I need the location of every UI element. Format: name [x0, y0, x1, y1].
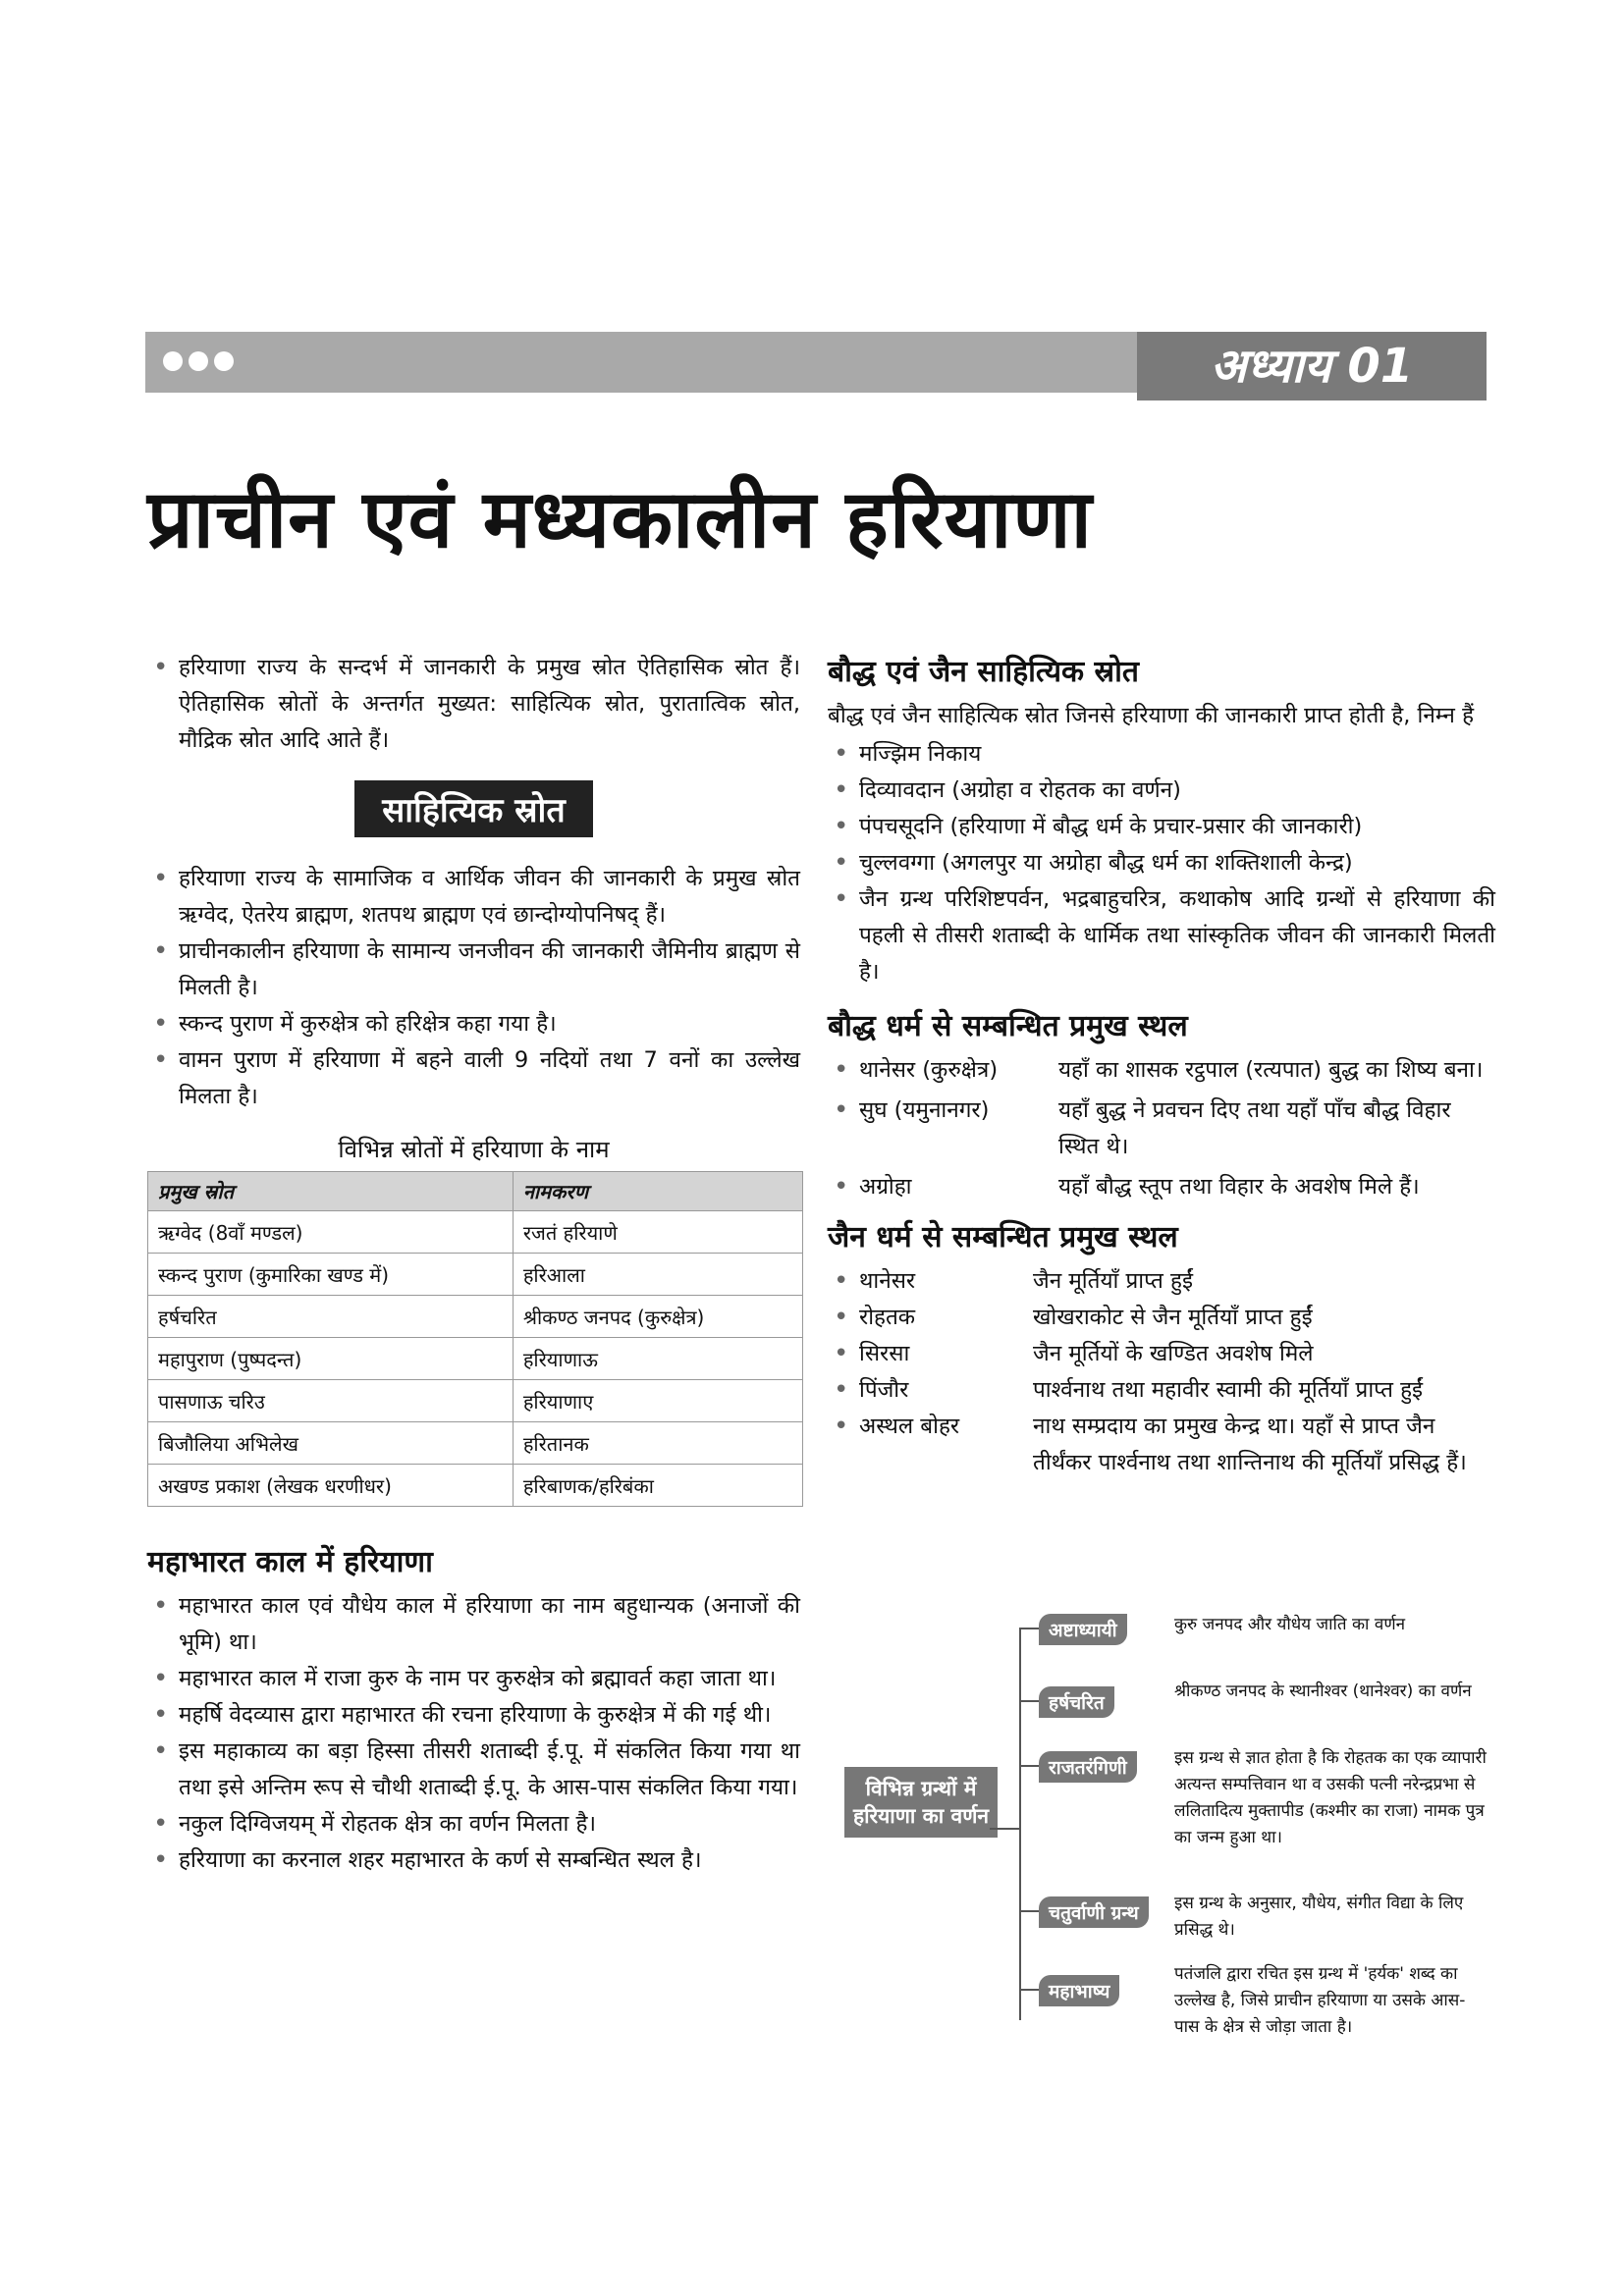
- list-item: [828, 1409, 1495, 1481]
- site-desc: जैन मूर्तियाँ प्राप्त हुईं: [1033, 1268, 1194, 1294]
- site-desc: यहाँ बौद्ध स्तूप तथा विहार के अवशेष मिले हैं।: [1058, 1174, 1420, 1200]
- table-cell: हरिआला: [513, 1254, 802, 1296]
- table-row: [148, 1465, 803, 1507]
- table-cell: रजतं हरियाणे: [513, 1211, 802, 1254]
- diagram-item-label: राजतरंगिणी: [1039, 1751, 1137, 1783]
- intro-list: [147, 650, 800, 759]
- site-desc: खोखराकोट से जैन मूर्तियाँ प्राप्त हुईं: [1033, 1305, 1313, 1330]
- names-table: [147, 1171, 803, 1507]
- site-name: • थानेसर: [828, 1263, 1033, 1300]
- table-cell: हरिबाणक/हरिबंका: [513, 1465, 802, 1507]
- table-row: [148, 1211, 803, 1254]
- diagram-item-note: पतंजलि द्वारा रचित इस ग्रन्थ में 'हर्यक' शब्द का उल्लेख है, जिसे प्राचीन हरियाणा या उसके आस-पास के क्षेत्र से जोड़ा जाता है।: [1174, 1964, 1466, 2037]
- diagram-item-note: कुरु जनपद और यौधेय जाति का वर्णन: [1174, 1615, 1406, 1634]
- texts-diagram: [833, 1602, 1500, 2063]
- decorative-dots: [163, 351, 234, 371]
- list-item: • प्राचीनकालीन हरियाणा के सामान्य जनजीवन की जानकारी जैमिनीय ब्राह्मण से मिलती है।: [147, 934, 800, 1006]
- site-name: • सिरसा: [828, 1336, 1033, 1372]
- diagram-item-note: इस ग्रन्थ से ज्ञात होता है कि रोहतक का एक व्यापारी अत्यन्त सम्पत्तिवान था व उसकी पत्नी नरेन्द्रप्रभा से ललितादित्य मुक्तापीड (कश्मीर का राजा) नामक पुत्र का जन्म हुआ था।: [1174, 1748, 1487, 1847]
- table-title: विभिन्न स्रोतों में हरियाणा के नाम: [338, 1136, 610, 1163]
- left-column: [147, 650, 800, 1879]
- list-item: [828, 1372, 1495, 1409]
- dot-icon: [163, 351, 183, 371]
- literary-list: [147, 861, 800, 1115]
- list-item: [828, 1263, 1495, 1300]
- table-cell: स्कन्द पुराण (कुमारिका खण्ड में): [148, 1254, 514, 1296]
- list-item: • पंपचसूदनि (हरियाणा में बौद्ध धर्म के प्रचार-प्रसार की जानकारी): [828, 809, 1495, 845]
- table-row: [148, 1254, 803, 1296]
- connector-line: [990, 1828, 1019, 1830]
- diagram-item-label: महाभाष्य: [1039, 1975, 1119, 2006]
- right-column: [828, 650, 1495, 1481]
- list-item: • हरियाणा का करनाल शहर महाभारत के कर्ण से सम्बन्धित स्थल है।: [147, 1842, 800, 1879]
- jain-sites-list: [828, 1263, 1495, 1481]
- diagram-item-note: इस ग्रन्थ के अनुसार, यौधेय, संगीत विद्या के लिए प्रसिद्ध थे।: [1174, 1894, 1464, 1940]
- table-cell: श्रीकण्ठ जनपद (कुरुक्षेत्र): [513, 1296, 802, 1338]
- site-name: • पिंजौर: [828, 1372, 1033, 1409]
- table-header: प्रमुख स्रोत: [148, 1172, 514, 1211]
- table-row: [148, 1422, 803, 1465]
- buddhist-jain-lit-intro: बौद्ध एवं जैन साहित्यिक स्रोत जिनसे हरियाणा की जानकारी प्राप्त होती है, निम्न हैं: [828, 703, 1475, 728]
- buddhist-jain-lit-list: [828, 736, 1495, 990]
- table-cell: अखण्ड प्रकाश (लेखक धरणीधर): [148, 1465, 514, 1507]
- list-item: • महाभारत काल में राजा कुरु के नाम पर कुरुक्षेत्र को ब्रह्मावर्त कहा जाता था।: [147, 1661, 800, 1697]
- diagram-item-note: श्रीकण्ठ जनपद के स्थानीश्वर (थानेश्वर) का वर्णन: [1174, 1682, 1472, 1701]
- diagram-item-label: हर्षचरित: [1039, 1686, 1114, 1718]
- list-item: • इस महाकाव्य का बड़ा हिस्सा तीसरी शताब्दी ई.पू. में संकलित किया गया था तथा इसे अन्तिम रूप से चौथी शताब्दी ई.पू. के आस-पास संकलित किया गया।: [147, 1734, 800, 1806]
- diagram-center-box: विभिन्न ग्रन्थों में हरियाणा का वर्णन: [844, 1767, 998, 1838]
- table-cell: पासणाऊ चरिउ: [148, 1380, 514, 1422]
- mahabharat-heading: महाभारत काल में हरियाणा: [147, 1545, 433, 1579]
- table-cell: ऋग्वेद (8वाँ मण्डल): [148, 1211, 514, 1254]
- table-cell: महापुराण (पुष्पदन्त): [148, 1338, 514, 1380]
- list-item: • नकुल दिग्विजयम् में रोहतक क्षेत्र का वर्णन मिलता है।: [147, 1806, 800, 1842]
- mahabharat-list: [147, 1588, 800, 1879]
- buddhist-sites-heading: बौद्ध धर्म से सम्बन्धित प्रमुख स्थल: [828, 1009, 1188, 1043]
- list-item: • हरियाणा राज्य के सन्दर्भ में जानकारी के प्रमुख स्रोत ऐतिहासिक स्रोत हैं। ऐतिहासिक स्रोतों के अन्तर्गत मुख्यत: साहित्यिक स्रोत, पुरातात्विक स्रोत, मौद्रिक स्रोत आदि आते हैं।: [147, 650, 800, 759]
- list-item: • मज्झिम निकाय: [828, 736, 1495, 773]
- dot-icon: [189, 351, 208, 371]
- table-cell: बिजौलिया अभिलेख: [148, 1422, 514, 1465]
- chapter-bar: [145, 332, 1137, 393]
- list-item: • महाभारत काल एवं यौधेय काल में हरियाणा का नाम बहुधान्यक (अनाजों की भूमि) था।: [147, 1588, 800, 1661]
- list-item: • चुल्लवग्गा (अगलपुर या अग्रोहा बौद्ध धर्म का शक्तिशाली केन्द्र): [828, 845, 1495, 881]
- dot-icon: [214, 351, 234, 371]
- table-row: [148, 1380, 803, 1422]
- site-name: • थानेसर (कुरुक्षेत्र): [828, 1052, 1058, 1089]
- table-cell: हरियाणाऊ: [513, 1338, 802, 1380]
- site-desc: यहाँ का शासक रट्ठपाल (रत्यपात) बुद्ध का शिष्य बना।: [1058, 1057, 1484, 1083]
- site-desc: यहाँ बुद्ध ने प्रवचन दिए तथा यहाँ पाँच बौद्ध विहार स्थित थे।: [1058, 1097, 1451, 1159]
- list-item: [828, 1093, 1495, 1165]
- connector-line: [1019, 1628, 1021, 2020]
- list-item: [828, 1336, 1495, 1372]
- diagram-item-label: अष्टाध्यायी: [1039, 1614, 1127, 1645]
- site-desc: पार्श्वनाथ तथा महावीर स्वामी की मूर्तियाँ प्राप्त हुईं: [1033, 1377, 1424, 1403]
- list-item: • हरियाणा राज्य के सामाजिक व आर्थिक जीवन की जानकारी के प्रमुख स्रोत ऋग्वेद, ऐतरेय ब्राह्मण, शतपथ ब्राह्मण एवं छान्दोग्योपनिषद् हैं।: [147, 861, 800, 934]
- table-row: [148, 1338, 803, 1380]
- buddhist-sites-list: [828, 1052, 1495, 1205]
- buddhist-jain-lit-heading: बौद्ध एवं जैन साहित्यिक स्रोत: [828, 655, 1139, 689]
- site-name: • सुघ (यमुनानगर): [828, 1093, 1058, 1165]
- site-name: • अस्थल बोहर: [828, 1409, 1033, 1481]
- site-desc: नाथ सम्प्रदाय का प्रमुख केन्द्र था। यहाँ से प्राप्त जैन तीर्थंकर पार्श्वनाथ तथा शान्तिनाथ की मूर्तियाँ प्रसिद्ध हैं।: [1033, 1414, 1467, 1475]
- table-row: [148, 1296, 803, 1338]
- list-item: • जैन ग्रन्थ परिशिष्टपर्वन, भद्रबाहुचरित्र, कथाकोष आदि ग्रन्थों से हरियाणा की पहली से तीसरी शताब्दी के धार्मिक तथा सांस्कृतिक जीवन की जानकारी मिलती है।: [828, 881, 1495, 990]
- list-item: [828, 1052, 1495, 1089]
- table-header: नामकरण: [513, 1172, 802, 1211]
- list-item: • दिव्यावदान (अग्रोहा व रोहतक का वर्णन): [828, 773, 1495, 809]
- site-name: • अग्रोहा: [828, 1169, 1058, 1205]
- list-item: • वामन पुराण में हरियाणा में बहने वाली 9 नदियों तथा 7 वनों का उल्लेख मिलता है।: [147, 1042, 800, 1115]
- list-item: [828, 1300, 1495, 1336]
- diagram-item-label: चतुर्वाणी ग्रन्थ: [1039, 1896, 1149, 1928]
- chapter-label: अध्याय 01: [1137, 332, 1487, 400]
- list-item: [828, 1169, 1495, 1205]
- page-title: प्राचीन एवं मध्यकालीन हरियाणा: [147, 473, 1093, 566]
- list-item: • महर्षि वेदव्यास द्वारा महाभारत की रचना हरियाणा के कुरुक्षेत्र में की गई थी।: [147, 1697, 800, 1734]
- site-desc: जैन मूर्तियों के खण्डित अवशेष मिले: [1033, 1341, 1314, 1366]
- list-item: • स्कन्द पुराण में कुरुक्षेत्र को हरिक्षेत्र कहा गया है।: [147, 1006, 800, 1042]
- jain-sites-heading: जैन धर्म से सम्बन्धित प्रमुख स्थल: [828, 1220, 1178, 1255]
- literary-heading: साहित्यिक स्रोत: [354, 780, 593, 837]
- table-cell: हरितानक: [513, 1422, 802, 1465]
- table-cell: हर्षचरित: [148, 1296, 514, 1338]
- site-name: • रोहतक: [828, 1300, 1033, 1336]
- table-cell: हरियाणाए: [513, 1380, 802, 1422]
